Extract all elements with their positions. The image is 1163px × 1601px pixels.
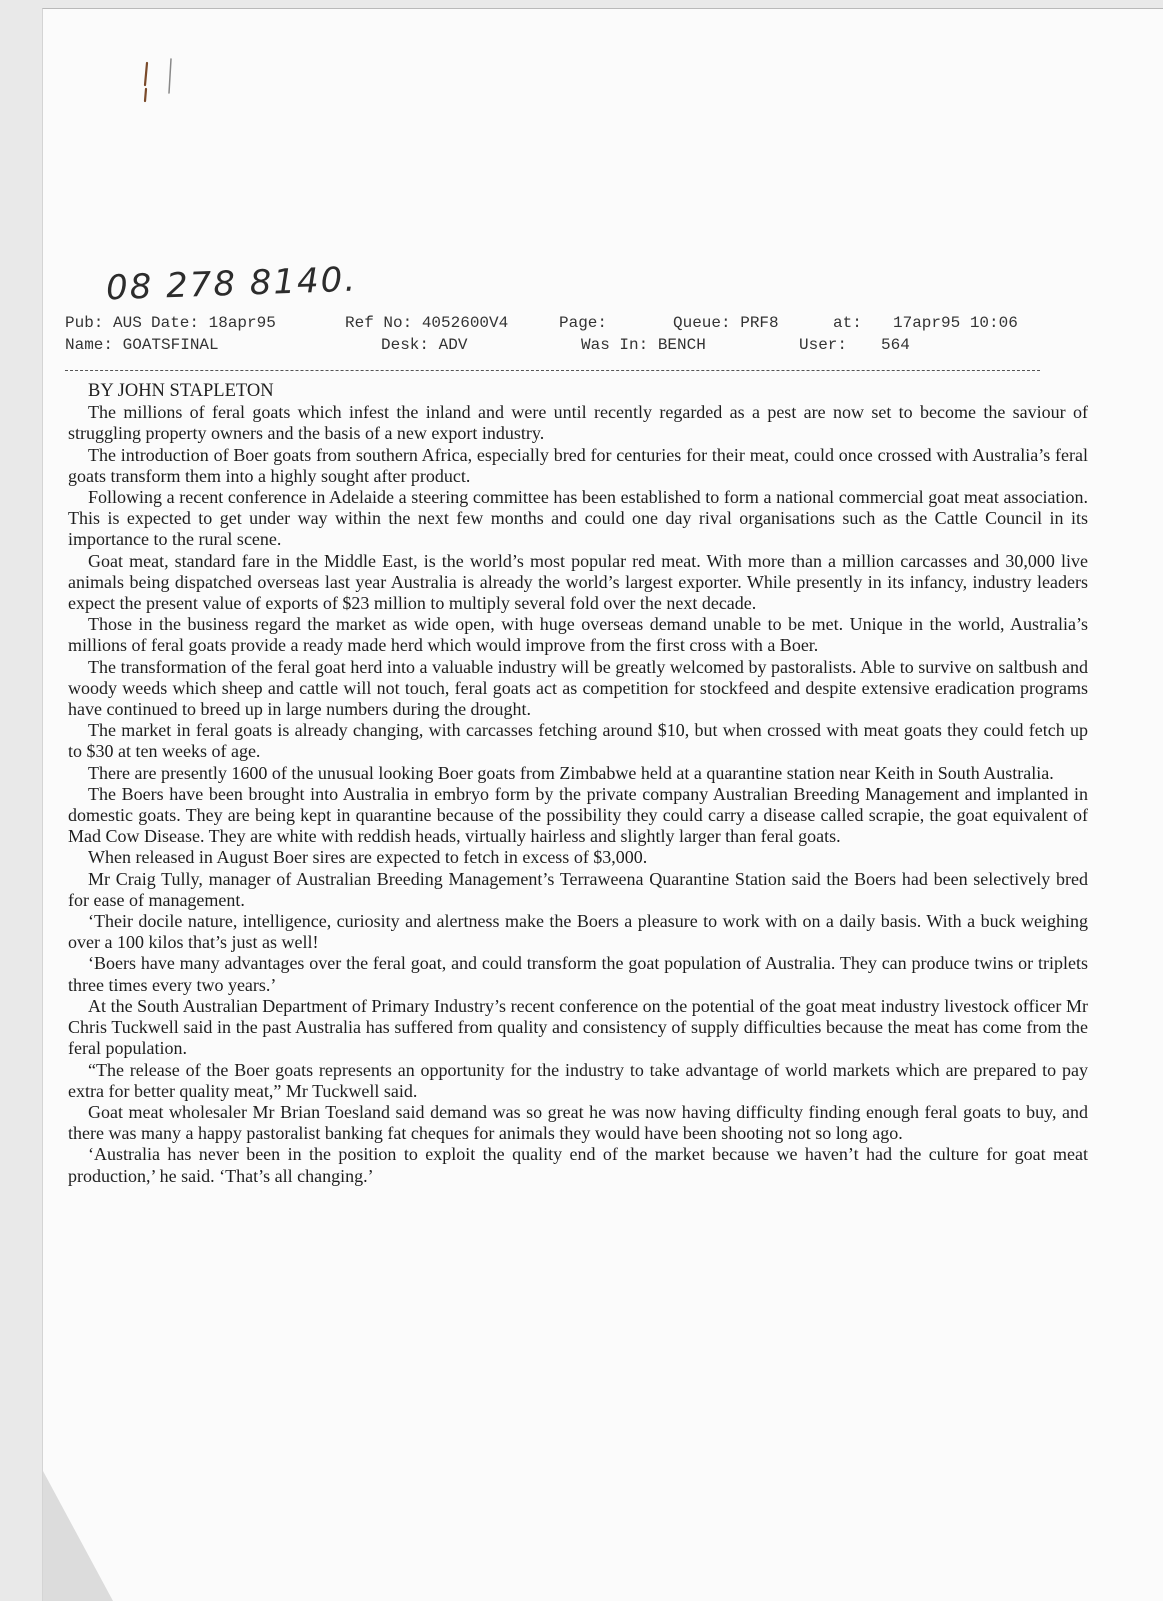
paragraph: The market in feral goats is already changing, with carcasses fetching around $10, but when crossed with meat goats they could fetch up to $30 at ten weeks of age. [68, 720, 1088, 762]
byline: BY JOHN STAPLETON [88, 381, 274, 401]
slug-ref-no: Ref No: 4052600V4 [345, 314, 509, 332]
slug-date: Date: 18apr95 [151, 314, 276, 332]
paragraph: Goat meat, standard fare in the Middle East, is the world’s most popular red meat. With more than a million carcasses and 30,000 live animals being dispatched overseas last year Australia is already the world’s largest exporter. While presently in its infancy, industry leaders expect the present value of exports of $23 million to multiply several fold over the next decade. [68, 550, 1088, 614]
folded-corner [43, 1471, 113, 1601]
slug-at: at: [833, 314, 862, 332]
article-body [68, 381, 1088, 1187]
slug-user: User: [799, 336, 848, 354]
paragraph: At the South Australian Department of Primary Industry’s recent conference on the potential of the goat meat industry livestock officer Mr Chris Tuckwell said in the past Australia has suffered from quality and consistency of supply difficulties because the meat has come from the feral population. [68, 995, 1088, 1059]
paragraph: When released in August Boer sires are expected to fetch in excess of $3,000. [88, 847, 648, 868]
paragraph: There are presently 1600 of the unusual looking Boer goats from Zimbabwe held at a quarantine station near Keith in South Australia. [88, 762, 1054, 783]
paragraph: ‘Boers have many advantages over the feral goat, and could transform the goat population of Australia. They can produce twins or triplets three times every two years.’ [68, 953, 1088, 995]
paragraph: ‘Their docile nature, intelligence, curiosity and alertness make the Boers a pleasure to work with on a daily basis. With a buck weighing over a 100 kilos that’s just as well! [68, 911, 1088, 953]
paragraph: ‘Australia has never been in the position to exploit the quality end of the market because we haven’t had the culture for goat meat production,’ he said. ‘That’s all changing.’ [68, 1144, 1088, 1186]
paragraph: The transformation of the feral goat herd into a valuable industry will be greatly welcomed by pastoralists. Able to survive on saltbush and woody weeds which sheep and cattle will not touch, feral goats act as competition for stockfeed and despite extensive eradication programs have continued to breed up in large numbers during the drought. [68, 656, 1088, 720]
slug-user-id: 564 [881, 336, 910, 354]
paragraph: Those in the business regard the market as wide open, with huge overseas demand unable to be met. Unique in the world, Australia’s millions of feral goats provide a ready made herd which would improve from the first cross with a Boer. [68, 614, 1088, 656]
paragraph: “The release of the Boer goats represents an opportunity for the industry to take advantage of world markets which are prepared to pay extra for better quality meat,” Mr Tuckwell said. [68, 1059, 1088, 1101]
slug-name: Name: GOATSFINAL [65, 336, 219, 354]
slug-timestamp: 17apr95 10:06 [893, 314, 1018, 332]
slug-row-2 [65, 334, 1085, 356]
paragraph: The Boers have been brought into Australia in embryo form by the private company Australian Breeding Management and implanted in domestic goats. They are being kept in quarantine because of the possibility they could carry a disease called scrapie, the goat equivalent of Mad Cow Disease. They are white with reddish heads, virtually hairless and slightly larger than feral goats. [68, 783, 1088, 847]
paragraph: Goat meat wholesaler Mr Brian Toesland said demand was so great he was now having difficulty finding enough feral goats to buy, and there was many a happy pastoralist banking fat cheques for animals they would have been shooting not so long ago. [68, 1101, 1088, 1144]
dashed-divider [65, 356, 1040, 371]
paragraph: Mr Craig Tully, manager of Australian Breeding Management’s Terraweena Quarantine Station said the Boers had been selectively bred for ease of management. [68, 868, 1088, 910]
slug-queue: Queue: PRF8 [673, 314, 779, 332]
slug-was-in: Was In: BENCH [581, 336, 706, 354]
paragraph: Following a recent conference in Adelaide a steering committee has been established to form a national commercial goat meat association. This is expected to get under way within the next few months and could one day rival organisations such as the Cattle Council in its importance to the rural scene. [68, 487, 1088, 550]
slug-desk: Desk: ADV [381, 336, 468, 354]
paragraph: The introduction of Boer goats from southern Africa, especially bred for centuries for their meat, could once crossed with Australia’s feral goats transform them into a highly sought after product. [68, 444, 1088, 486]
paper-sheet [42, 8, 1163, 1601]
slug-row-1 [65, 312, 1085, 334]
handwritten-phone-number: 08 278 8140. [105, 259, 358, 309]
slug-pub: Pub: AUS [65, 314, 142, 332]
editorial-slug-header [65, 312, 1085, 371]
pen-mark-icon [141, 49, 211, 119]
slug-page: Page: [559, 314, 608, 332]
paragraph: The millions of feral goats which infest the inland and were until recently regarded as a pest are now set to become the saviour of struggling property owners and the basis of a new export industry. [68, 402, 1088, 444]
